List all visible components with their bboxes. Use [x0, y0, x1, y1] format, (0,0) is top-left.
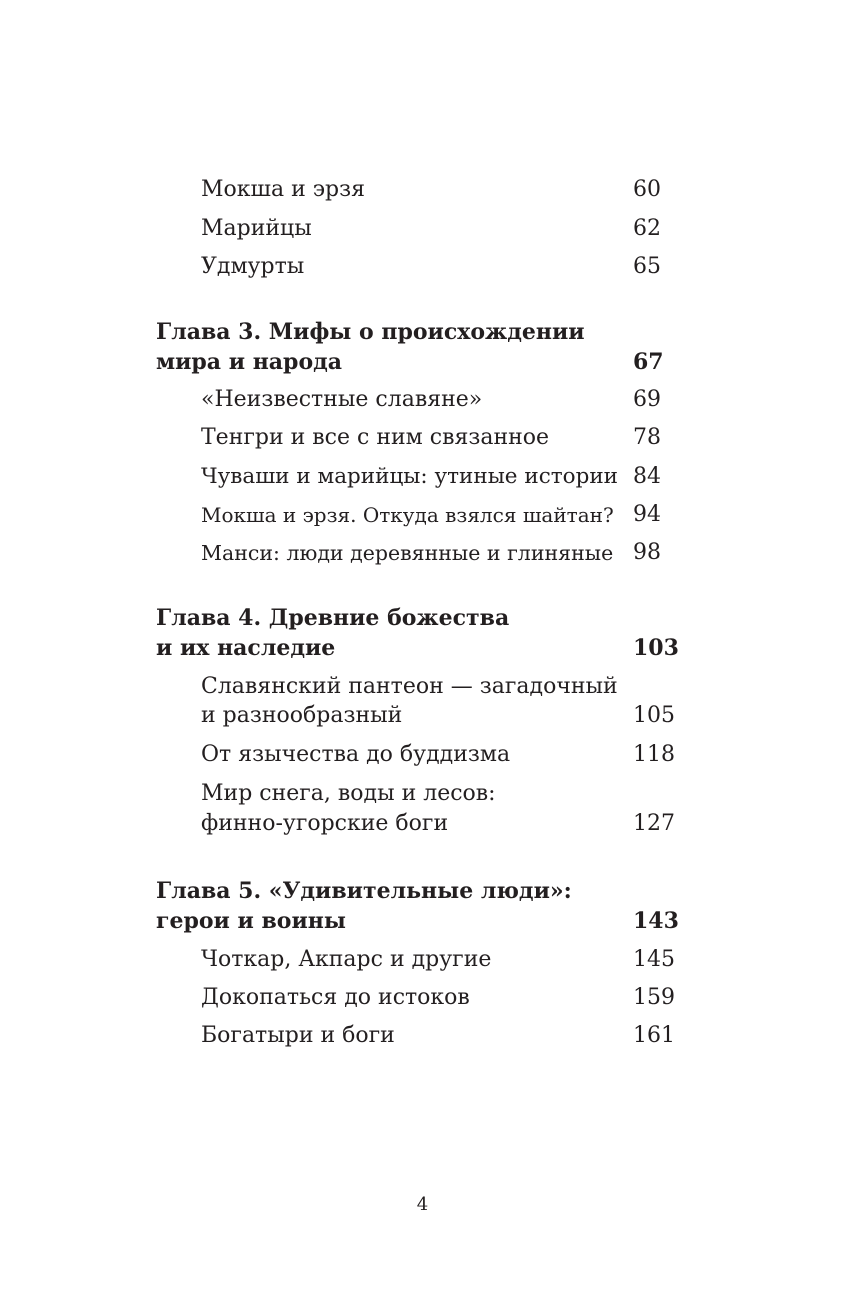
entry-title: Тенгри и все с ним связанное: [201, 425, 550, 450]
chapter-page: 143: [633, 908, 679, 934]
entry-page: 127: [633, 811, 675, 836]
toc-entry-chuvashi: [0, 463, 845, 503]
toc-chapter-5-cont: [0, 907, 845, 947]
entry-title: Докопаться до истоков: [201, 985, 470, 1010]
entry-page: 161: [633, 1023, 675, 1048]
entry-title: Богатыри и боги: [201, 1023, 395, 1048]
entry-page: 118: [633, 742, 675, 767]
entry-page: 65: [633, 254, 661, 279]
entry-title: Марийцы: [201, 216, 312, 241]
toc-entry-buddizm: [0, 741, 845, 781]
chapter-title-line1: Глава 3. Мифы о происхождении: [156, 319, 585, 345]
entry-page: 62: [633, 216, 661, 241]
chapter-title-line2: герои и воины: [156, 908, 346, 934]
chapter-title-line1: Глава 5. «Удивительные люди»:: [156, 878, 572, 904]
entry-title-line2: и разнообразный: [201, 703, 403, 728]
entry-title: Мокша и эрзя: [201, 177, 366, 202]
toc-entry-mariytsy: [0, 215, 845, 255]
page-number: 4: [416, 1194, 429, 1215]
chapter-title-line2: мира и народа: [156, 349, 343, 375]
chapter-page: 103: [633, 635, 679, 661]
entry-page: 98: [633, 540, 661, 565]
entry-title: Мокша и эрзя. Откуда взялся шайтан?: [201, 503, 614, 527]
entry-page: 60: [633, 177, 661, 202]
entry-page: 94: [633, 502, 661, 527]
chapter-page: 67: [633, 349, 664, 375]
entry-title: Чуваши и марийцы: утиные истории: [201, 464, 618, 489]
toc-entry-shaitan: [0, 501, 845, 541]
entry-page: 145: [633, 947, 675, 972]
toc-entry-neizvestnye-slavyane: [0, 386, 845, 426]
toc-entry-moksha-erzya: [0, 176, 845, 216]
entry-title-line1: Мир снега, воды и лесов:: [201, 781, 496, 806]
entry-page: 69: [633, 387, 661, 412]
toc-entry-slavyanskiy-panteon-cont: [0, 702, 845, 742]
entry-title: От язычества до буддизма: [201, 742, 511, 767]
toc-entry-tengri: [0, 424, 845, 464]
toc-entry-bogatyri: [0, 1022, 845, 1062]
toc-entry-istoki: [0, 984, 845, 1024]
chapter-title-line1: Глава 4. Древние божества: [156, 605, 510, 631]
toc-chapter-3-cont: [0, 348, 845, 388]
entry-page: 159: [633, 985, 675, 1010]
entry-page: 105: [633, 703, 675, 728]
entry-title: Манси: люди деревянные и глиняные: [201, 541, 614, 565]
entry-title-line1: Славянский пантеон — загадочный: [201, 674, 618, 699]
toc-entry-mansi: [0, 539, 845, 579]
toc-entry-mir-snega-cont: [0, 810, 845, 850]
entry-title-line2: финно-угорские боги: [201, 811, 449, 836]
toc-chapter-4-cont: [0, 634, 845, 674]
entry-page: 78: [633, 425, 661, 450]
entry-title: Чоткар, Акпарс и другие: [201, 947, 492, 972]
toc-entry-chotkar: [0, 946, 845, 986]
entry-page: 84: [633, 464, 661, 489]
entry-title: «Неизвестные славяне»: [201, 387, 483, 412]
toc-entry-udmurty: [0, 253, 845, 293]
entry-title: Удмурты: [201, 254, 305, 279]
chapter-title-line2: и их наследие: [156, 635, 336, 661]
